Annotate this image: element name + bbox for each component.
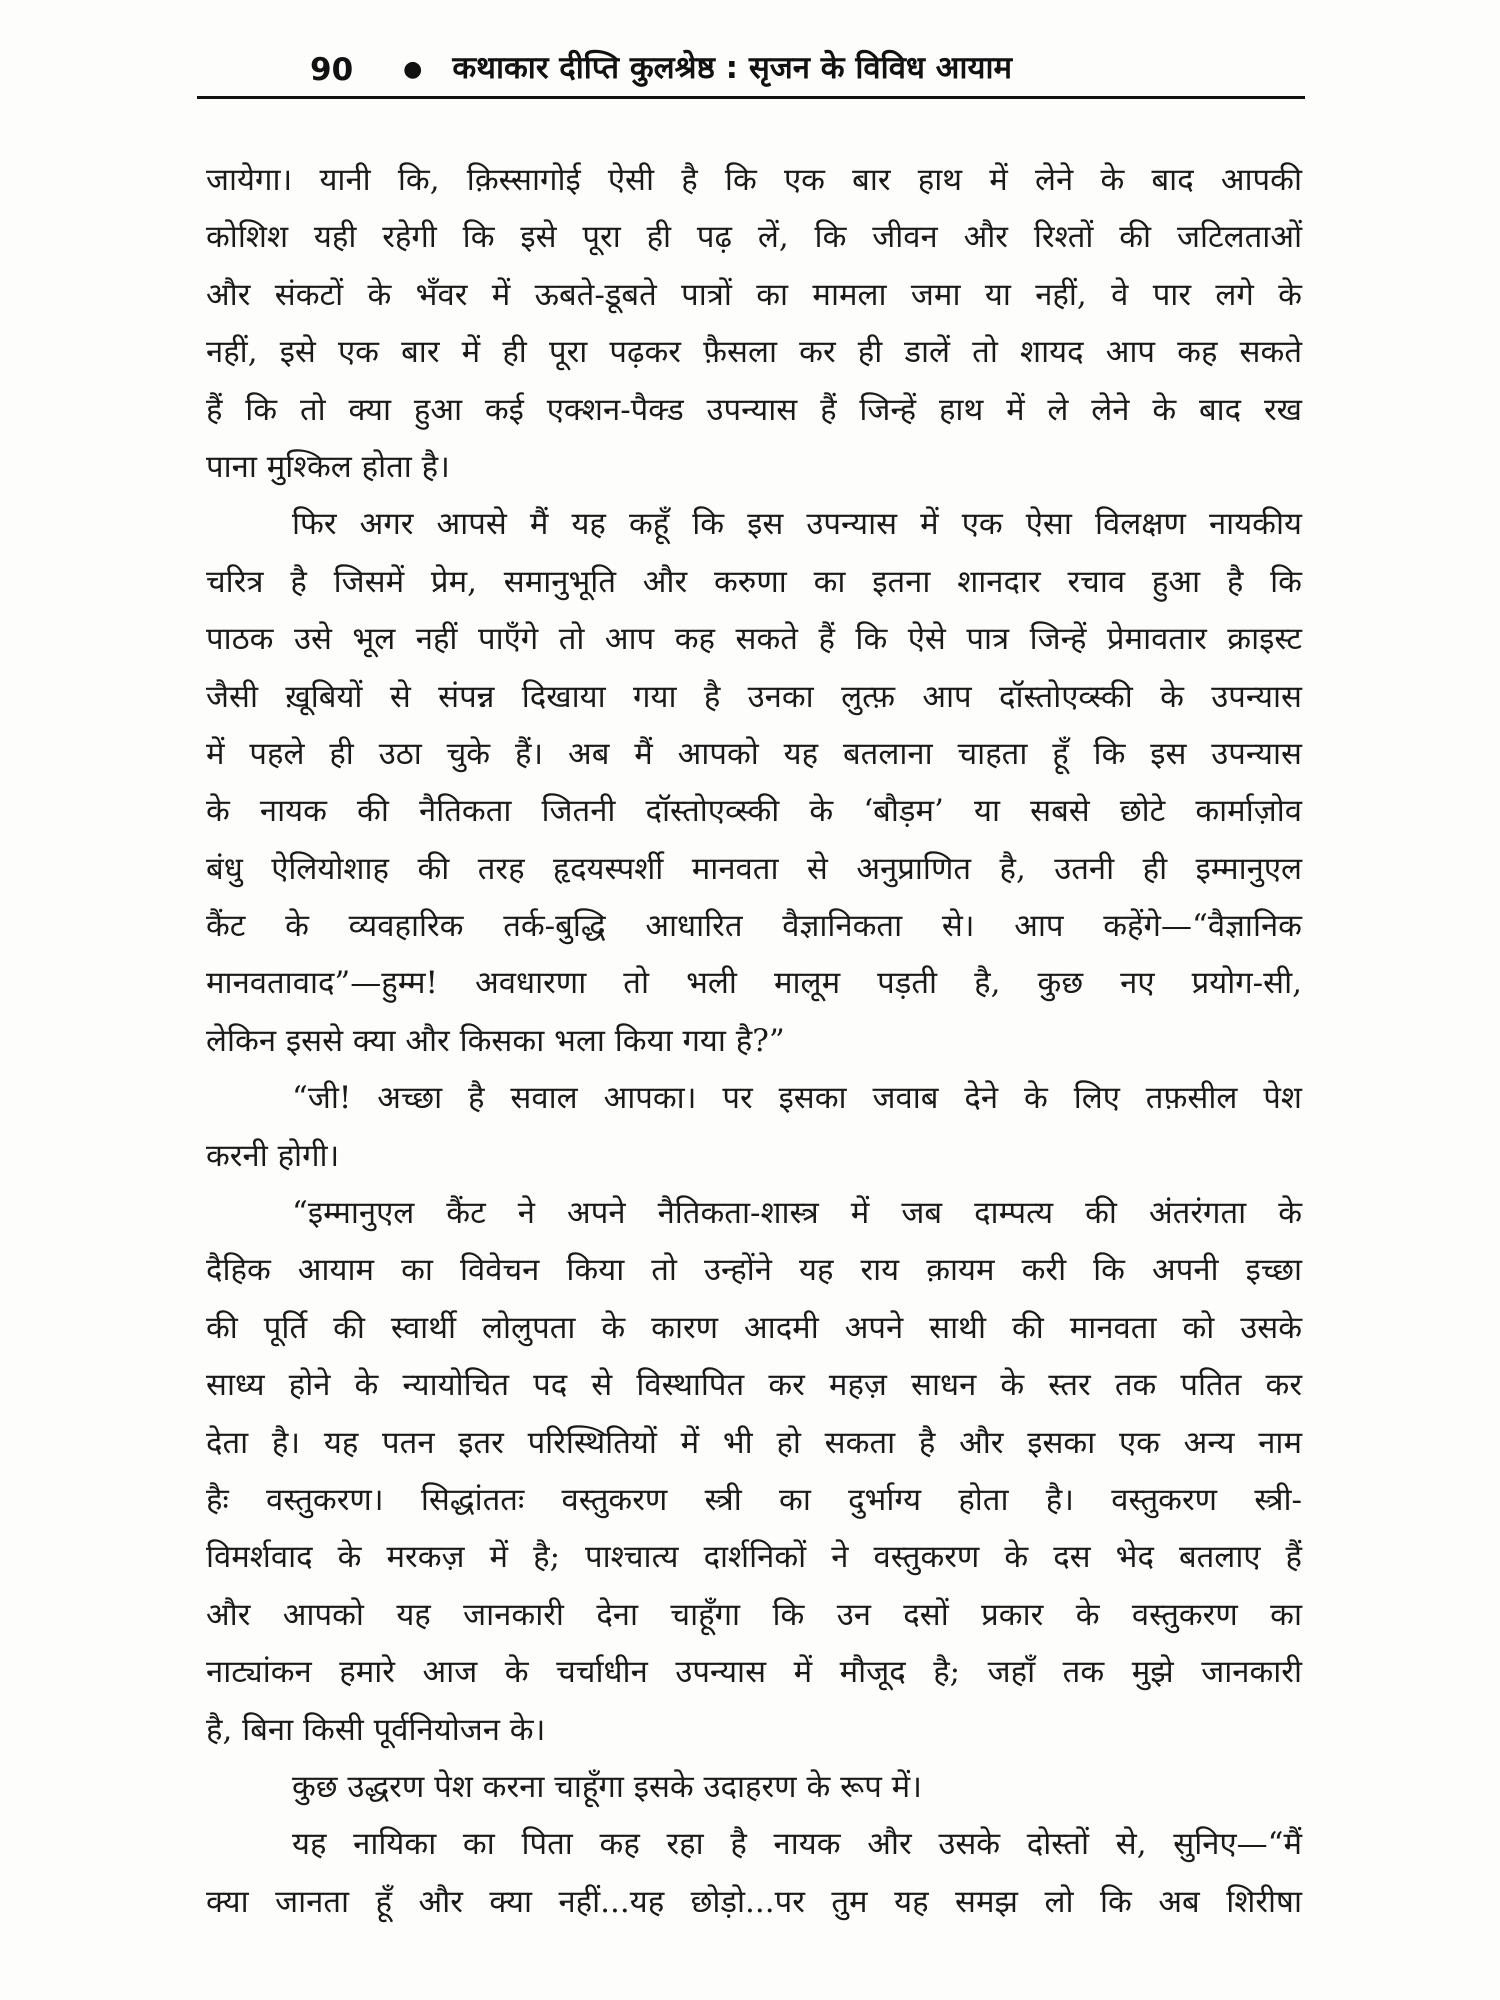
- text-line: “जी! अच्छा है सवाल आपका। पर इसका जवाब देने के लिए तफ़सील पेश: [292, 1080, 1302, 1117]
- text-line: पाठक उसे भूल नहीं पाएँगे तो आप कह सकते हैं कि ऐसे पात्र जिन्हें प्रेमावतार क्राइस्ट: [206, 621, 1302, 658]
- text-line: नाट्यांकन हमारे आज के चर्चाधीन उपन्यास में मौजूद है; जहाँ तक मुझे जानकारी: [206, 1654, 1302, 1691]
- text-line: फिर अगर आपसे मैं यह कहूँ कि इस उपन्यास में एक ऐसा विलक्षण नायकीय: [292, 506, 1302, 543]
- text-line: कुछ उद्धरण पेश करना चाहूँगा इसके उदाहरण के रूप में।: [292, 1768, 922, 1805]
- text-line: और आपको यह जानकारी देना चाहूँगा कि उन दसों प्रकार के वस्तुकरण का: [206, 1596, 1302, 1633]
- text-line: की पूर्ति की स्वार्थी लोलुपता के कारण आदमी अपने साथी की मानवता को उसके: [206, 1309, 1302, 1346]
- text-line: लेकिन इससे क्या और किसका भला किया गया है?”: [206, 1022, 785, 1059]
- text-line: में पहले ही उठा चुके हैं। अब मैं आपको यह बतलाना चाहता हूँ कि इस उपन्यास: [206, 735, 1302, 772]
- text-line: के नायक की नैतिकता जितनी दॉस्तोएव्स्की के ‘बौड़म’ या सबसे छोटे कार्माज़ोव: [206, 793, 1302, 830]
- text-line: साध्य होने के न्यायोचित पद से विस्थापित कर महज़ साधन के स्तर तक पतित कर: [206, 1367, 1302, 1404]
- text-line: चरित्र है जिसमें प्रेम, समानुभूति और करुणा का इतना शानदार रचाव हुआ है कि: [206, 563, 1302, 600]
- text-line: कोशिश यही रहेगी कि इसे पूरा ही पढ़ लें, कि जीवन और रिश्तों की जटिलताओं: [206, 219, 1302, 256]
- text-line: जायेगा। यानी कि, क़िस्सागोई ऐसी है कि एक बार हाथ में लेने के बाद आपकी: [206, 162, 1302, 198]
- text-line: विमर्शवाद के मरकज़ में है; पाश्चात्य दार्शनिकों ने वस्तुकरण के दस भेद बतलाए हैं: [206, 1539, 1302, 1576]
- text-line: यह नायिका का पिता कह रहा है नायक और उसके दोस्तों से, सुनिए—“मैं: [292, 1826, 1302, 1863]
- text-line: कैंट के व्यवहारिक तर्क-बुद्धि आधारित वैज्ञानिकता से। आप कहेंगे—“वैज्ञानिक: [206, 908, 1302, 945]
- text-line: क्या जानता हूँ और क्या नहीं...यह छोड़ो...पर तुम यह समझ लो कि अब शिरीषा: [206, 1883, 1302, 1920]
- book-title: कथाकार दीप्ति कुलश्रेष्ठ : सृजन के विविध आयाम: [452, 50, 1013, 86]
- page-number: 90: [310, 52, 354, 88]
- text-line: हैं कि तो क्या हुआ कई एक्शन-पैक्ड उपन्यास हैं जिन्हें हाथ में ले लेने के बाद रख: [206, 391, 1302, 428]
- text-line: नहीं, इसे एक बार में ही पूरा पढ़कर फ़ैसला कर ही डालें तो शायद आप कह सकते: [206, 334, 1302, 371]
- text-line: “इम्मानुएल कैंट ने अपने नैतिकता-शास्त्र में जब दाम्पत्य की अंतरंगता के: [292, 1195, 1302, 1232]
- text-line: और संकटों के भँवर में ऊबते-डूबते पात्रों का मामला जमा या नहीं, वे पार लगे के: [206, 276, 1302, 313]
- text-line: करनी होगी।: [206, 1137, 340, 1174]
- text-line: देता है। यह पतन इतर परिस्थितियों में भी हो सकता है और इसका एक अन्य नाम: [206, 1424, 1302, 1461]
- text-line: हैः वस्तुकरण। सिद्धांततः वस्तुकरण स्त्री का दुर्भाग्य होता है। वस्तुकरण स्त्री-: [206, 1481, 1302, 1518]
- text-line: बंधु ऐलियोशाह की तरह हृदयस्पर्शी मानवता से अनुप्राणित है, उतनी ही इम्मानुएल: [206, 850, 1302, 887]
- text-line: मानवतावाद”—हुम्म! अवधारणा तो भली मालूम पड़ती है, कुछ नए प्रयोग-सी,: [206, 965, 1302, 1002]
- header-bullet: ●: [403, 57, 423, 82]
- text-line: जैसी ख़ूबियों से संपन्न दिखाया गया है उनका लुत्फ़ आप दॉस्तोएव्स्की के उपन्यास: [206, 678, 1302, 715]
- text-line: है, बिना किसी पूर्वनियोजन के।: [206, 1711, 546, 1748]
- running-header: [198, 38, 1318, 88]
- text-line: दैहिक आयाम का विवेचन किया तो उन्होंने यह राय क़ायम करी कि अपनी इच्छा: [206, 1252, 1302, 1289]
- header-rule: [197, 96, 1305, 99]
- body-text: [206, 152, 1302, 1931]
- text-line: पाना मुश्किल होता है।: [206, 448, 450, 485]
